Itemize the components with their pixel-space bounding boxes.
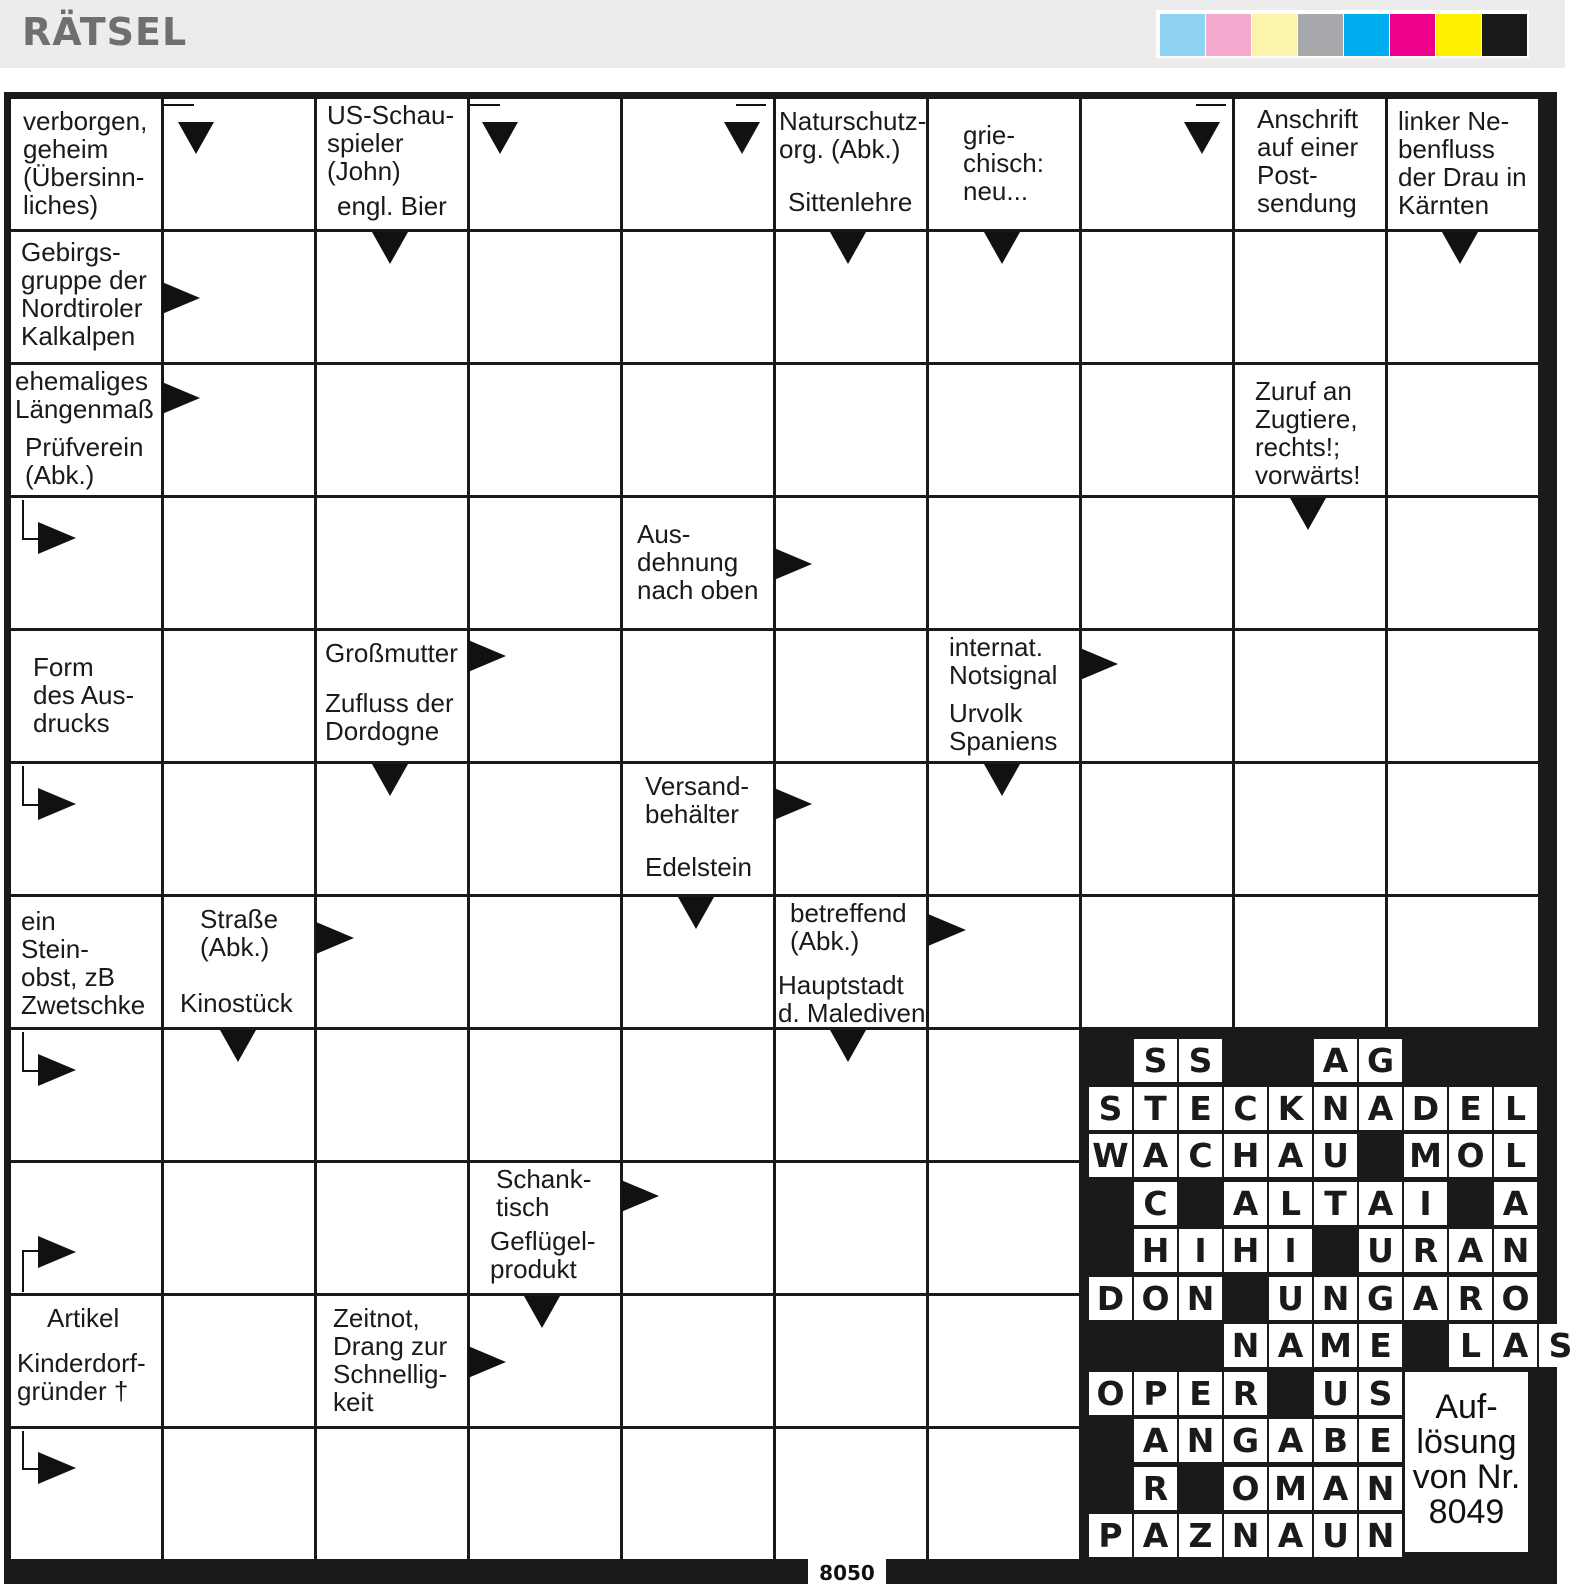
clue-text-line: Notsignal (949, 660, 1058, 690)
color-swatch (1298, 14, 1343, 56)
solution-letter: L (1494, 1087, 1537, 1130)
arrow-right-icon (162, 382, 200, 414)
clue-cell (1235, 99, 1385, 229)
solution-letter: H (1224, 1229, 1267, 1272)
arrow-down-icon (482, 122, 518, 154)
clue-text-line: Nordtiroler (21, 293, 143, 323)
solution-letter: A (1449, 1229, 1492, 1272)
solution-letter: A (1494, 1182, 1537, 1225)
puzzle-number: 8050 (808, 1553, 886, 1588)
clue-text-line: ein (21, 906, 56, 936)
answer-cell[interactable] (470, 232, 620, 362)
answer-cell[interactable] (623, 1296, 773, 1426)
solution-letter: U (1359, 1229, 1402, 1272)
clue-text-line: drucks (33, 708, 110, 738)
solution-letter: E (1449, 1087, 1492, 1130)
answer-cell[interactable] (929, 1296, 1079, 1426)
answer-cell[interactable] (470, 498, 620, 628)
clue-text-line: Kärnten (1398, 190, 1490, 220)
solution-caption-line: lösung (1416, 1423, 1517, 1461)
clue-cell (776, 897, 926, 964)
clue-text-line: behälter (645, 799, 739, 829)
solution-letter: E (1179, 1372, 1222, 1415)
answer-cell[interactable] (929, 365, 1079, 495)
clue-text-line: ehemaliges (15, 366, 148, 396)
clue-text-line: Zwetschke (21, 990, 146, 1020)
solution-letter: A (1269, 1134, 1312, 1177)
clue-cell (470, 1163, 620, 1222)
clue-cell (11, 99, 161, 229)
arrow-right-icon (316, 922, 354, 954)
solution-letter: M (1314, 1324, 1357, 1367)
answer-cell[interactable] (1388, 498, 1538, 628)
answer-cell[interactable] (317, 1030, 467, 1160)
clue-text-line: gruppe der (21, 265, 147, 295)
arrow-right-icon (928, 914, 966, 946)
solution-letter: P (1134, 1372, 1177, 1415)
solution-letter: A (1269, 1419, 1312, 1462)
arrow-down-icon (830, 1030, 866, 1062)
bent-arrow-icon (736, 104, 766, 120)
clue-cell (623, 843, 773, 894)
color-swatch (1436, 14, 1481, 56)
clue-text-line: Anschrift (1257, 104, 1359, 134)
arrow-down-icon (724, 122, 760, 154)
clue-text-line: (John) (327, 156, 401, 186)
clue-text-line: rechts!; (1255, 432, 1341, 462)
solution-letter: B (1314, 1419, 1357, 1462)
clue-text-line: Versand- (645, 771, 750, 801)
color-swatch (1482, 14, 1527, 56)
arrow-down-icon (984, 232, 1020, 264)
solution-caption (1405, 1372, 1528, 1552)
solution-letter: U (1269, 1277, 1312, 1320)
answer-cell[interactable] (470, 1030, 620, 1160)
solution-caption-line: Auf- (1435, 1388, 1498, 1426)
answer-cell[interactable] (1388, 365, 1538, 495)
clue-text-line: auf einer (1257, 132, 1359, 162)
solution-letter: G (1359, 1277, 1402, 1320)
answer-cell[interactable] (470, 1429, 620, 1559)
clue-text-line: Prüfverein (25, 432, 144, 462)
clue-text-line: (Abk.) (790, 926, 860, 956)
solution-letter: R (1449, 1277, 1492, 1320)
answer-cell[interactable] (317, 498, 467, 628)
arrow-down-icon (1184, 122, 1220, 154)
clue-text-line: linker Ne- (1398, 106, 1510, 136)
clue-cell (317, 99, 467, 187)
solution-letter: U (1314, 1134, 1357, 1177)
answer-cell[interactable] (470, 365, 620, 495)
arrow-right-icon (468, 640, 506, 672)
answer-cell[interactable] (1388, 764, 1538, 894)
clue-cell (11, 1343, 161, 1426)
solution-letter: L (1449, 1324, 1492, 1367)
solution-letter: A (1134, 1134, 1177, 1177)
bent-arrow-icon (164, 104, 194, 120)
solution-letter: N (1224, 1324, 1267, 1367)
answer-cell[interactable] (317, 1163, 467, 1293)
clue-text-line: des Aus- (33, 680, 135, 710)
color-swatch (1206, 14, 1251, 56)
clue-text-line: Geflügel- (490, 1226, 596, 1256)
clue-text-line: (Übersinn- (23, 162, 145, 192)
clue-cell (776, 967, 926, 1027)
solution-letter: O (1134, 1277, 1177, 1320)
solution-letter: O (1089, 1372, 1132, 1415)
clue-text-line: Großmutter (325, 638, 458, 668)
answer-cell[interactable] (1235, 764, 1385, 894)
solution-letter: C (1134, 1182, 1177, 1225)
clue-text-line: org. (Abk.) (779, 134, 901, 164)
clue-text-line: d. Malediven (778, 998, 926, 1028)
answer-cell[interactable] (164, 1163, 314, 1293)
answer-cell[interactable] (1235, 897, 1385, 1027)
clue-text-line: neu... (963, 176, 1029, 206)
arrow-right-icon (38, 522, 76, 554)
clue-text-line: Aus- (637, 519, 691, 549)
answer-cell[interactable] (929, 1163, 1079, 1293)
clue-text-line: Drang zur (333, 1331, 448, 1361)
clue-text-line: US-Schau- (327, 100, 455, 130)
clue-cell (164, 979, 314, 1027)
answer-cell[interactable] (623, 365, 773, 495)
solution-letter: L (1494, 1134, 1537, 1177)
solution-letter: G (1224, 1419, 1267, 1462)
clue-cell (929, 99, 1079, 229)
clue-text-line: Zeitnot, (333, 1303, 420, 1333)
solution-letter: A (1494, 1324, 1537, 1367)
solution-letter: A (1269, 1514, 1312, 1557)
clue-text-line: (Abk.) (25, 460, 95, 490)
solution-caption-line: von Nr. (1412, 1458, 1521, 1496)
bent-arrow-icon (22, 1250, 38, 1292)
clue-text-line: Spaniens (949, 726, 1058, 756)
solution-letter: N (1314, 1277, 1357, 1320)
color-swatch (1252, 14, 1297, 56)
answer-cell[interactable] (1235, 631, 1385, 761)
clue-text-line: internat. (949, 632, 1043, 662)
bent-arrow-icon (1196, 104, 1226, 120)
solution-letter: U (1314, 1514, 1357, 1557)
answer-cell[interactable] (470, 764, 620, 894)
clue-text-line: Dordogne (325, 716, 440, 746)
clue-text-line: Straße (200, 904, 279, 934)
clue-text-line: Zuruf an (1255, 376, 1352, 406)
solution-letter: A (1314, 1467, 1357, 1510)
answer-cell[interactable] (776, 1296, 926, 1426)
answer-cell[interactable] (776, 631, 926, 761)
solution-letter: C (1224, 1087, 1267, 1130)
arrow-right-icon (774, 548, 812, 580)
arrow-right-icon (1080, 648, 1118, 680)
clue-text-line: Kalkalpen (21, 321, 136, 351)
print-color-bar (1156, 10, 1529, 58)
clue-cell (623, 498, 773, 628)
arrow-right-icon (38, 1452, 76, 1484)
clue-text-line: Artikel (47, 1303, 120, 1333)
arrow-down-icon (220, 1030, 256, 1062)
arrow-down-icon (984, 764, 1020, 796)
color-swatch (1344, 14, 1389, 56)
clue-cell (929, 631, 1079, 694)
solution-letter: E (1359, 1324, 1402, 1367)
clue-cell (11, 1296, 161, 1340)
arrow-down-icon (372, 232, 408, 264)
clue-text-line: Post- (1257, 160, 1318, 190)
answer-cell[interactable] (929, 1030, 1079, 1160)
clue-text-line: grie- (963, 120, 1016, 150)
solution-letter: A (1359, 1182, 1402, 1225)
solution-letter: A (1404, 1277, 1447, 1320)
clue-text-line: Urvolk (949, 698, 1023, 728)
arrow-right-icon (38, 1236, 76, 1268)
clue-cell (317, 631, 467, 678)
color-swatch (1160, 14, 1205, 56)
clue-text-line: Kinostück (180, 988, 293, 1018)
clue-text-line: verborgen, (23, 106, 148, 136)
arrow-right-icon (621, 1180, 659, 1212)
arrow-right-icon (38, 1054, 76, 1086)
answer-cell[interactable] (1082, 764, 1232, 894)
answer-cell[interactable] (1082, 365, 1232, 495)
solution-letter: A (1134, 1419, 1177, 1462)
solution-letter: N (1314, 1087, 1357, 1130)
answer-cell[interactable] (776, 1163, 926, 1293)
solution-letter: R (1134, 1467, 1177, 1510)
solution-letter: I (1404, 1182, 1447, 1225)
clue-text-line: obst, zB (21, 962, 115, 992)
answer-cell[interactable] (164, 631, 314, 761)
bent-arrow-icon (22, 766, 38, 806)
bent-arrow-icon (22, 500, 38, 540)
clue-cell (317, 681, 467, 761)
solution-letter: D (1404, 1087, 1447, 1130)
clue-cell (929, 697, 1079, 761)
clue-text-line: liches) (23, 190, 99, 220)
clue-text-line: benfluss (1398, 134, 1495, 164)
solution-letter: W (1089, 1134, 1132, 1177)
solution-letter: S (1179, 1039, 1222, 1082)
solution-letter: N (1359, 1467, 1402, 1510)
clue-text-line: Naturschutz- (779, 106, 927, 136)
clue-cell (164, 897, 314, 976)
clue-cell (623, 764, 773, 840)
arrow-down-icon (524, 1296, 560, 1328)
clue-cell (776, 99, 926, 175)
answer-cell[interactable] (623, 1030, 773, 1160)
clue-text-line: gründer † (17, 1376, 129, 1406)
arrow-down-icon (830, 232, 866, 264)
answer-cell[interactable] (164, 1429, 314, 1559)
clue-cell (11, 897, 161, 1027)
answer-cell[interactable] (164, 1296, 314, 1426)
clue-text-line: Zugtiere, (1255, 404, 1358, 434)
clue-text-line: Längenmaß (15, 394, 154, 424)
arrow-right-icon (38, 788, 76, 820)
clue-text-line: nach oben (637, 575, 759, 605)
solution-letter: H (1134, 1229, 1177, 1272)
solution-letter: S (1089, 1087, 1132, 1130)
solution-letter: O (1449, 1134, 1492, 1177)
clue-text-line: geheim (23, 134, 109, 164)
solution-letter: E (1179, 1087, 1222, 1130)
bent-arrow-icon (470, 104, 500, 120)
solution-letter: C (1179, 1134, 1222, 1177)
clue-cell (776, 178, 926, 229)
clue-text-line: spieler (327, 128, 404, 158)
solution-letter: N (1179, 1419, 1222, 1462)
solution-letter: A (1359, 1087, 1402, 1130)
clue-text-line: Gebirgs- (21, 237, 121, 267)
solution-letter: N (1179, 1277, 1222, 1320)
clue-cell (11, 631, 161, 761)
solution-letter: S (1134, 1039, 1177, 1082)
bent-arrow-icon (22, 1431, 38, 1470)
solution-letter: Z (1179, 1514, 1222, 1557)
answer-cell[interactable] (1082, 232, 1232, 362)
answer-cell[interactable] (317, 897, 467, 1027)
solution-letter: O (1494, 1277, 1537, 1320)
answer-cell[interactable] (1235, 232, 1385, 362)
arrow-down-icon (678, 897, 714, 929)
clue-text-line: Hauptstadt (778, 970, 904, 1000)
clue-cell (11, 232, 161, 362)
solution-letter: T (1134, 1087, 1177, 1130)
clue-cell (11, 431, 161, 495)
solution-letter: I (1179, 1229, 1222, 1272)
answer-cell[interactable] (623, 631, 773, 761)
answer-cell[interactable] (164, 764, 314, 894)
answer-cell[interactable] (1082, 897, 1232, 1027)
solution-letter: H (1224, 1134, 1267, 1177)
arrow-right-icon (162, 282, 200, 314)
clue-text-line: Zufluss der (325, 688, 454, 718)
solution-letter: R (1224, 1372, 1267, 1415)
solution-letter: N (1224, 1514, 1267, 1557)
solution-letter: A (1224, 1182, 1267, 1225)
answer-cell[interactable] (1388, 897, 1538, 1027)
clue-text-line: keit (333, 1387, 374, 1417)
solution-letter: K (1269, 1087, 1312, 1130)
clue-text-line: (Abk.) (200, 932, 270, 962)
solution-letter: M (1269, 1467, 1312, 1510)
solution-letter: N (1494, 1229, 1537, 1272)
page-title: RÄTSEL (22, 10, 188, 54)
clue-cell (470, 1225, 620, 1293)
answer-cell[interactable] (776, 365, 926, 495)
answer-cell[interactable] (776, 1429, 926, 1559)
solution-letter: N (1359, 1514, 1402, 1557)
clue-text-line: der Drau in (1398, 162, 1527, 192)
solution-letter: U (1314, 1372, 1357, 1415)
color-swatch (1390, 14, 1435, 56)
answer-cell[interactable] (1082, 498, 1232, 628)
clue-text-line: Form (33, 652, 94, 682)
solution-letter: S (1539, 1324, 1582, 1367)
clue-cell (317, 1296, 467, 1426)
answer-cell[interactable] (776, 764, 926, 894)
clue-text-line: engl. Bier (337, 191, 447, 221)
solution-letter: T (1314, 1182, 1357, 1225)
clue-text-line: sendung (1257, 188, 1357, 218)
arrow-down-icon (178, 122, 214, 154)
solution-letter: S (1359, 1372, 1402, 1415)
clue-text-line: Schank- (496, 1164, 592, 1194)
solution-letter: D (1089, 1277, 1132, 1320)
solution-letter: M (1404, 1134, 1447, 1177)
solution-letter: A (1134, 1514, 1177, 1557)
clue-cell (1388, 99, 1538, 229)
answer-cell[interactable] (470, 897, 620, 1027)
bent-arrow-icon (22, 1032, 38, 1072)
answer-cell[interactable] (1388, 631, 1538, 761)
clue-cell (317, 190, 467, 229)
answer-cell[interactable] (317, 365, 467, 495)
clue-cell (1235, 365, 1385, 495)
clue-text-line: Sittenlehre (788, 187, 913, 217)
clue-text-line: dehnung (637, 547, 739, 577)
header-bar (0, 0, 1565, 68)
solution-letter: G (1359, 1039, 1402, 1082)
clue-text-line: Kinderdorf- (17, 1348, 146, 1378)
clue-text-line: betreffend (790, 898, 907, 928)
solution-caption-line: 8049 (1428, 1493, 1505, 1531)
arrow-right-icon (774, 788, 812, 820)
clue-text-line: Schnellig- (333, 1359, 448, 1389)
clue-text-line: Stein- (21, 934, 89, 964)
clue-text-line: tisch (496, 1192, 550, 1222)
solution-letter: P (1089, 1514, 1132, 1557)
answer-cell[interactable] (929, 1429, 1079, 1559)
answer-cell[interactable] (623, 232, 773, 362)
clue-cell (11, 365, 161, 428)
solution-letter: O (1224, 1467, 1267, 1510)
solution-letter: I (1269, 1229, 1312, 1272)
clue-text-line: vorwärts! (1255, 460, 1361, 490)
answer-cell[interactable] (164, 498, 314, 628)
arrow-right-icon (468, 1346, 506, 1378)
arrow-down-icon (1290, 498, 1326, 530)
clue-text-line: produkt (490, 1254, 577, 1284)
clue-text-line: chisch: (963, 148, 1044, 178)
arrow-down-icon (372, 764, 408, 796)
answer-cell[interactable] (929, 498, 1079, 628)
arrow-down-icon (1442, 232, 1478, 264)
solution-letter: E (1359, 1419, 1402, 1462)
solution-letter: L (1269, 1182, 1312, 1225)
solution-letter: R (1404, 1229, 1447, 1272)
solution-letter: A (1314, 1039, 1357, 1082)
clue-text-line: Edelstein (645, 852, 752, 882)
solution-letter: A (1269, 1324, 1312, 1367)
answer-cell[interactable] (623, 1429, 773, 1559)
answer-cell[interactable] (317, 1429, 467, 1559)
